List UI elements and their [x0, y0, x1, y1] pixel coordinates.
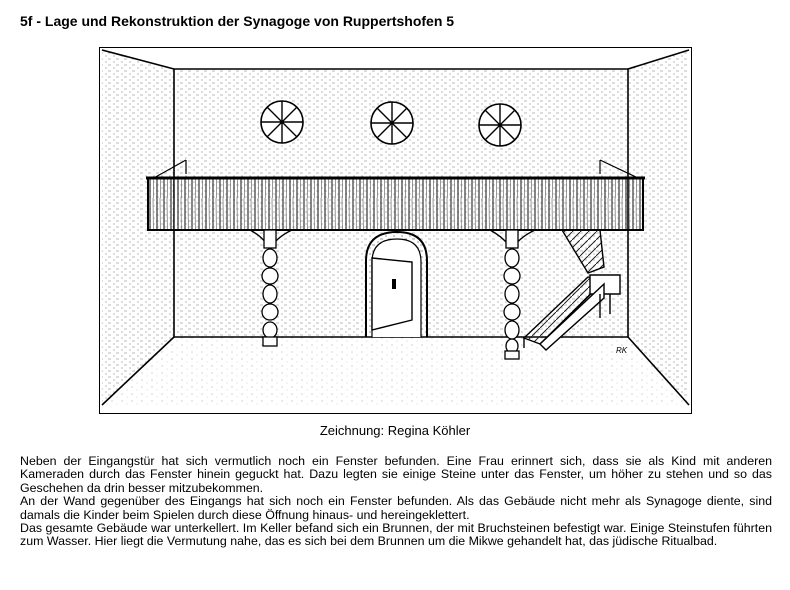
- body-text: [20, 455, 772, 549]
- interior-sketch: [100, 48, 691, 413]
- page-title: 5f - Lage und Rekonstruktion der Synagoge von Ruppertshofen 5: [20, 13, 455, 29]
- paragraph: An der Wand gegenüber des Eingangs hat sich noch ein Fenster befunden. Als das Gebäude nicht mehr als Synagoge diente, sind damals die Kinder beim Spielen durch diese Öffnung hinaus- und hereingeklettert.: [20, 494, 772, 522]
- round-window-icon: [371, 102, 413, 144]
- gallery-balustrade: [148, 178, 643, 230]
- floor: [102, 337, 689, 405]
- entrance-door: [366, 232, 427, 337]
- round-window-icon: [261, 101, 303, 143]
- synagogue-drawing: [99, 47, 692, 414]
- artist-signature: RK: [616, 346, 628, 355]
- round-window-icon: [479, 104, 521, 146]
- paragraph: Das gesamte Gebäude war unterkellert. Im Keller befand sich ein Brunnen, der mit Bruchsteinen befestigt war. Einige Steinstufen führten zum Wasser. Hier liegt die Vermutung nahe, das es sich bei dem Brunnen um die Mikwe gehandelt hat, das jüdische Ritualbad.: [20, 521, 772, 549]
- paragraph: Neben der Eingangstür hat sich vermutlich noch ein Fenster befunden. Eine Frau erinnert sich, dass sie als Kind mit anderen Kameraden durch das Fenster hinein geguckt hat. Dazu legten sie einige Steine unter das Fenster, um höher zu stehen und so das Geschehen da drin besser mitzubekommen.: [20, 454, 772, 495]
- figure-caption: Zeichnung: Regina Köhler: [319, 423, 471, 438]
